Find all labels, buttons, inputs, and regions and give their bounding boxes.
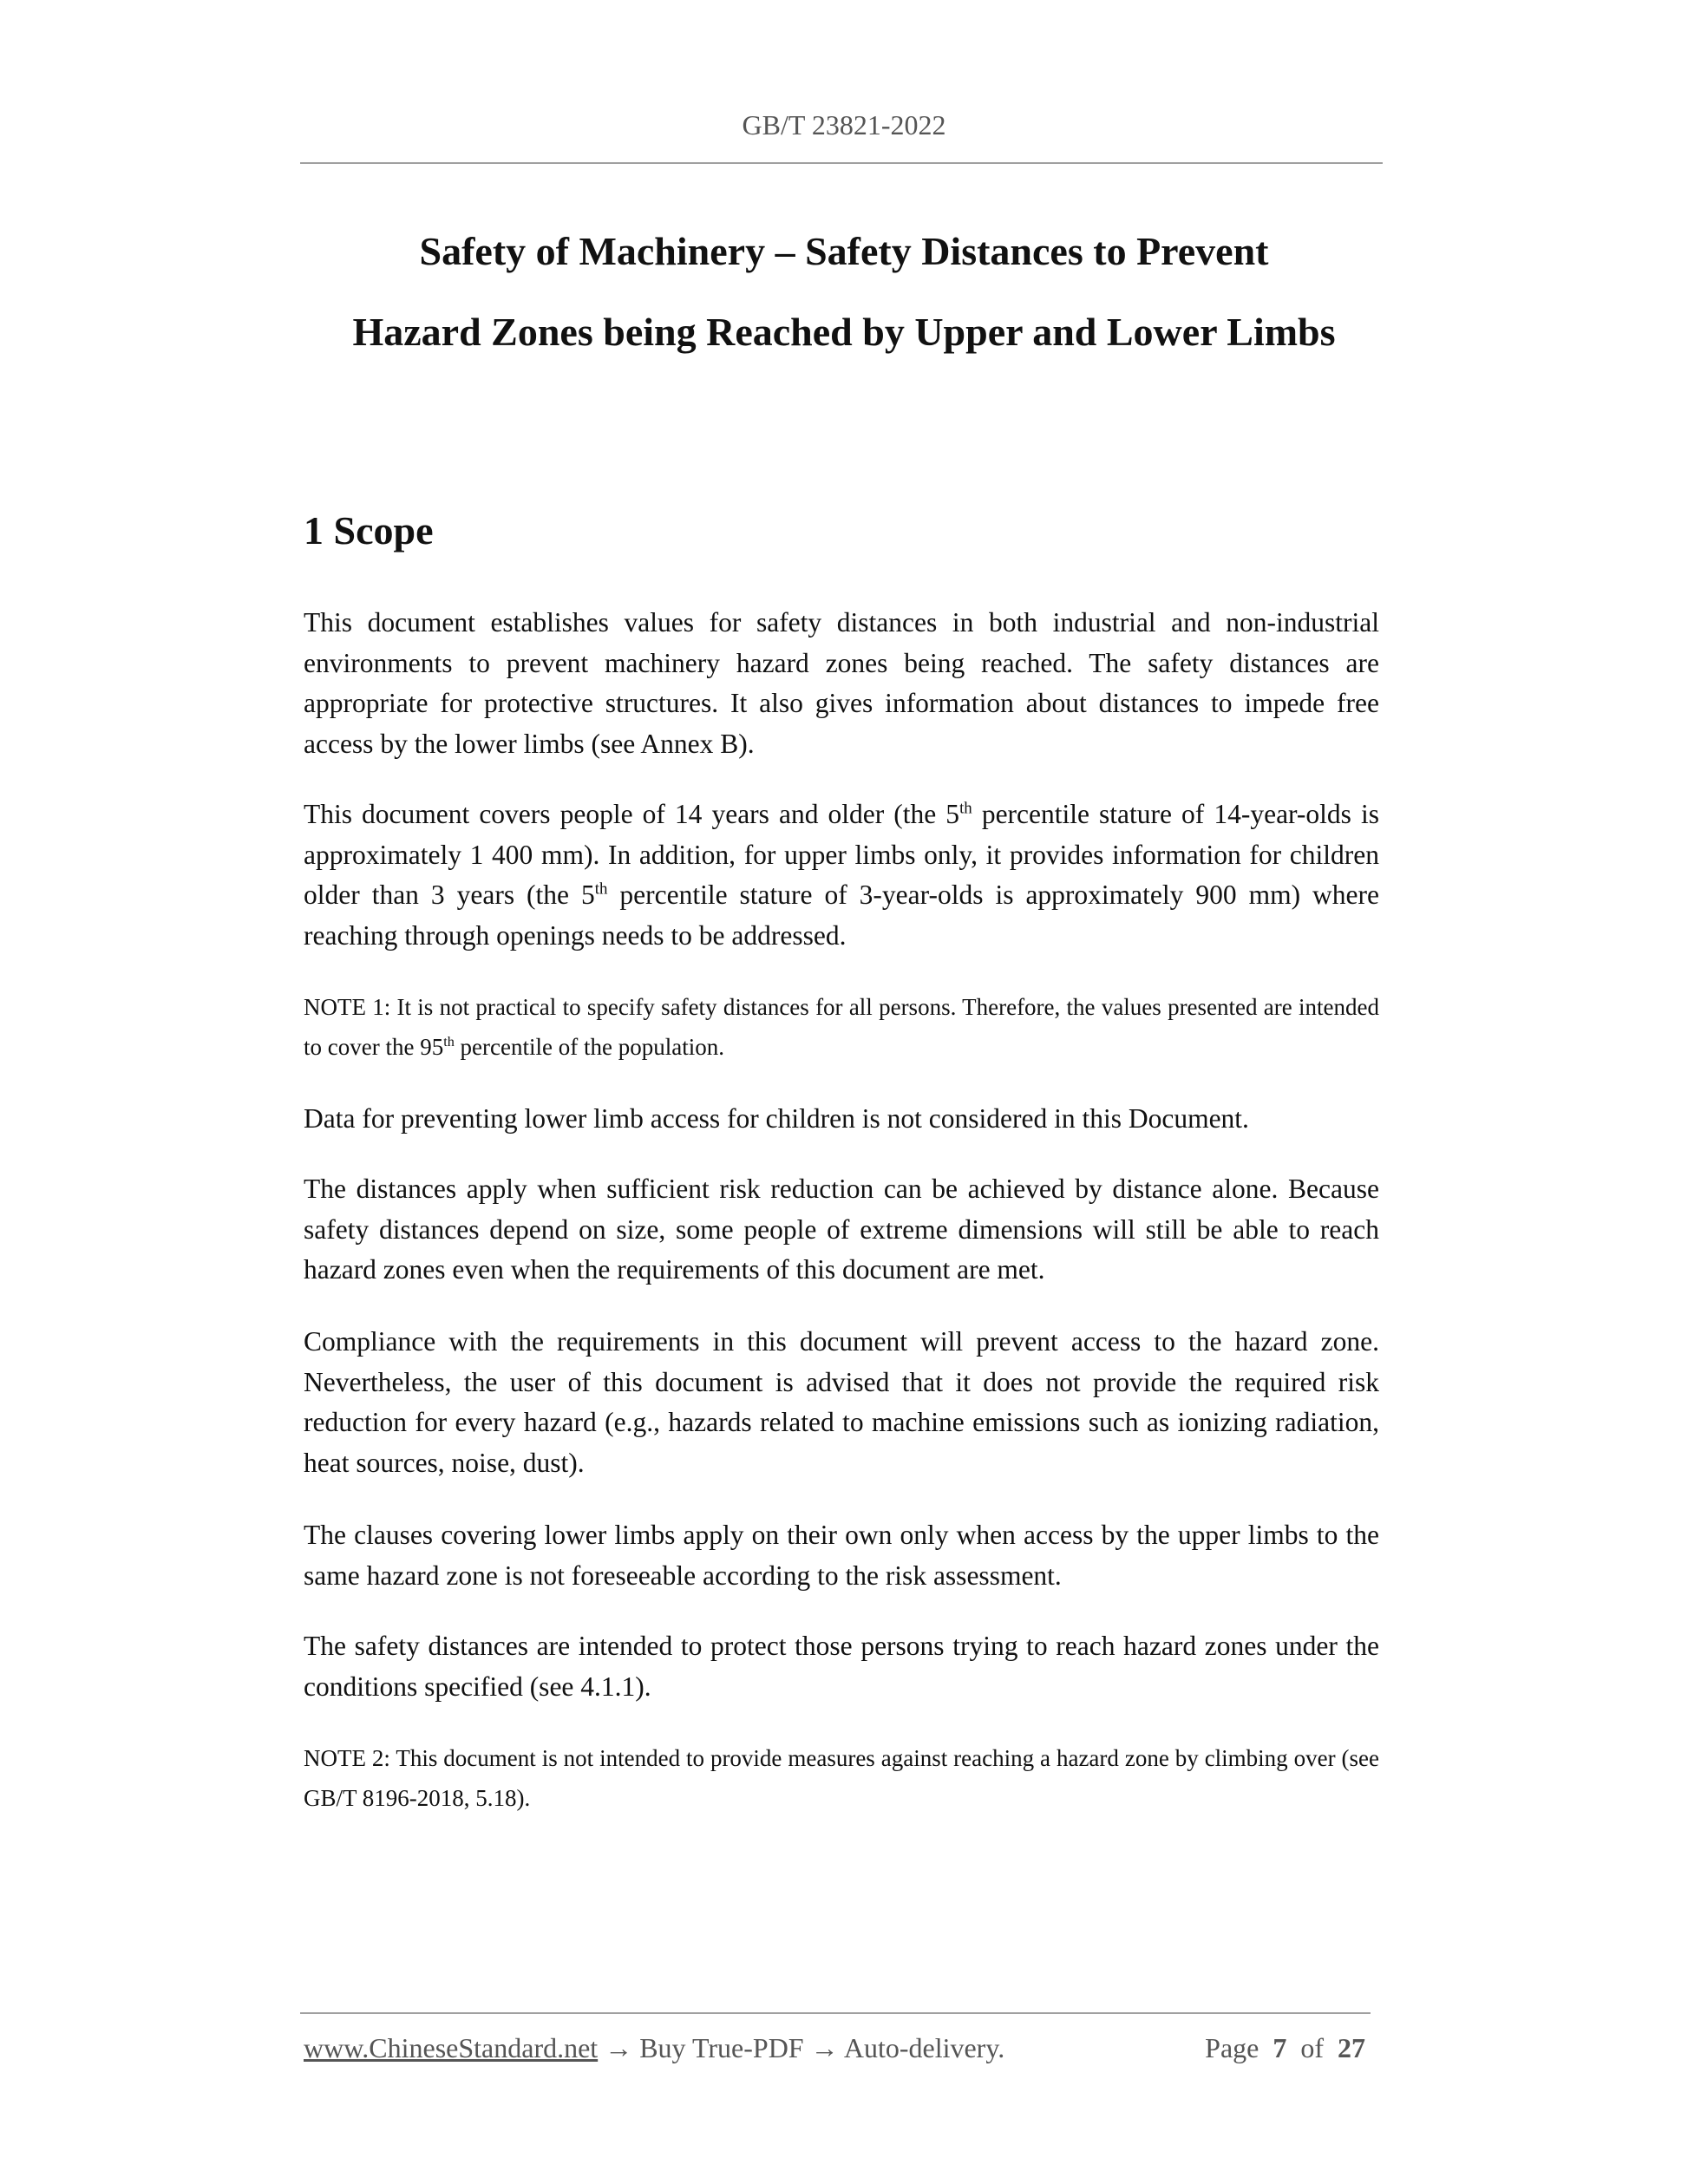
superscript: th xyxy=(594,879,608,899)
scope-paragraph-5: Compliance with the requirements in this document will prevent access to the hazard zone. Nevertheless, the user of this document is advised that it does not provide the required risk reduction for every hazard (e.g., hazards related to machine emissions such as ionizing radiation, heat sources, noise, dust). xyxy=(304,1326,1379,1478)
footer-divider xyxy=(300,2012,1371,2014)
note-1 xyxy=(304,987,1379,1067)
scope-paragraph-3: Data for preventing lower limb access for children is not considered in this Document. xyxy=(304,1103,1249,1134)
delivery-text: Auto-delivery. xyxy=(843,2032,1005,2063)
buy-text: Buy True-PDF xyxy=(639,2032,804,2063)
current-page: 7 xyxy=(1273,2032,1287,2063)
document-title-line-2: Hazard Zones being Reached by Upper and Lower Limbs xyxy=(352,310,1336,354)
text: percentile of the population. xyxy=(454,1034,724,1060)
scope-paragraph-6: The clauses covering lower limbs apply on their own only when access by the upper limbs to the same hazard zone is not foreseeable according to the risk assessment. xyxy=(304,1520,1379,1591)
superscript: th xyxy=(959,799,972,818)
text: percentile stature of 14-year-olds is approximately 1 400 mm). In addition, for upper limbs only, it provides information for children older than 3 years (the 5 xyxy=(304,799,1379,910)
page-number xyxy=(1205,2032,1365,2064)
superscript: th xyxy=(443,1034,455,1049)
text: NOTE 1: It is not practical to specify safety distances for all persons. Therefore, the values presented are intended to cover the 95 xyxy=(304,994,1379,1060)
website-link[interactable]: www.ChineseStandard.net xyxy=(304,2032,599,2063)
document-id-header: GB/T 23821-2022 xyxy=(742,109,946,141)
of-label: of xyxy=(1300,2032,1324,2063)
text: percentile stature of 3-year-olds is approximately 900 mm) where reaching through openings needs to be addressed. xyxy=(304,879,1379,951)
arrow-right-icon: → xyxy=(810,2032,839,2063)
scope-paragraph-4: The distances apply when sufficient risk reduction can be achieved by distance alone. Because safety distances depend on size, some people of extreme dimensions will still be able to reach hazard zones even when the requirements of this document are met. xyxy=(304,1174,1379,1285)
scope-paragraph-7: The safety distances are intended to protect those persons trying to reach hazard zones under the conditions specified (see 4.1.1). xyxy=(304,1631,1379,1702)
page-label: Page xyxy=(1205,2032,1259,2063)
note-2: NOTE 2: This document is not intended to provide measures against reaching a hazard zone by climbing over (see GB/T 8196-2018, 5.18). xyxy=(304,1745,1379,1811)
arrow-right-icon: → xyxy=(605,2032,633,2063)
total-pages: 27 xyxy=(1338,2032,1365,2063)
section-heading: 1 Scope xyxy=(304,508,434,553)
document-title-line-1: Safety of Machinery – Safety Distances to Prevent xyxy=(419,229,1269,273)
header-divider xyxy=(300,162,1383,164)
scope-paragraph-1: This document establishes values for safety distances in both industrial and non-industrial environments to prevent machinery hazard zones being reached. The safety distances are appropriate for protective structures. It also gives information about distances to impede free access by the lower limbs (see Annex B). xyxy=(304,607,1379,759)
footer-promo xyxy=(304,2032,1004,2064)
scope-paragraph-2 xyxy=(304,794,1379,956)
text: This document covers people of 14 years and older (the 5 xyxy=(304,799,960,829)
